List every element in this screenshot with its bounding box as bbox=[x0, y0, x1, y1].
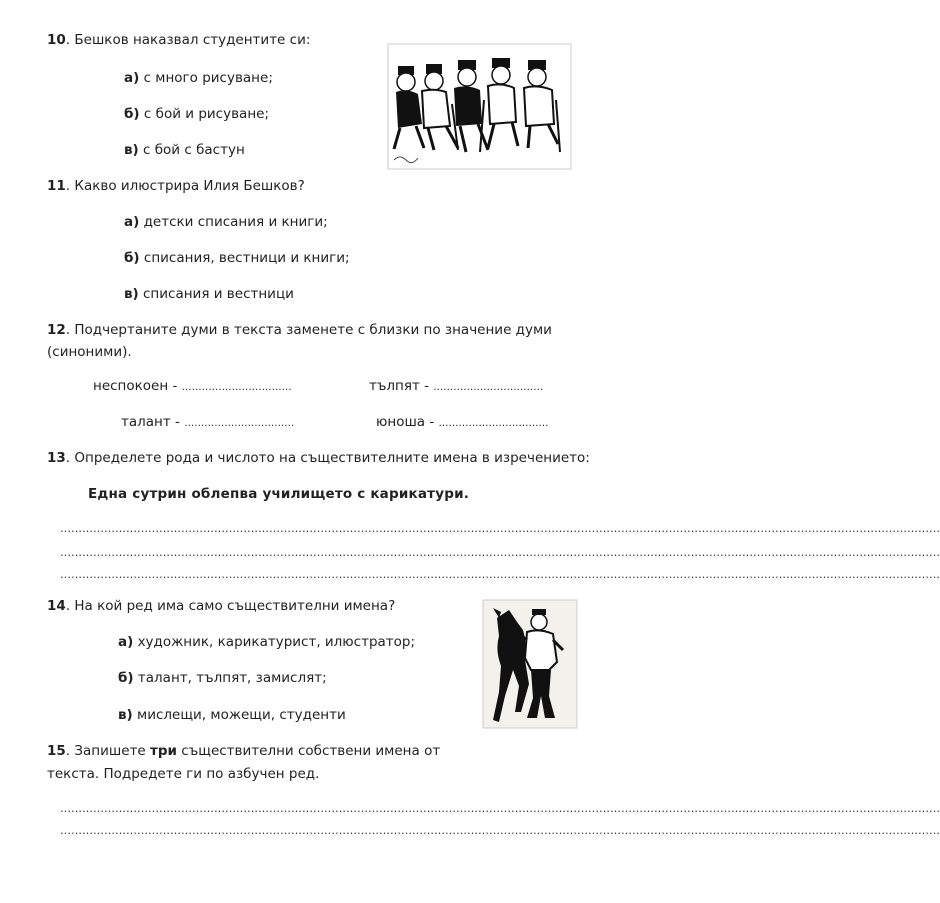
option-text: детски списания и книги; bbox=[139, 214, 328, 230]
question-number: 15 bbox=[47, 743, 66, 759]
question-number: 12 bbox=[47, 322, 66, 338]
answer-line[interactable]: …………………………………………………………………………………………………………………………………………………………………………………………………………………… bbox=[60, 546, 940, 559]
synonym-word: тълпят - bbox=[369, 378, 434, 394]
caricature-wrestling-drawing bbox=[483, 600, 577, 728]
synonym-word: неспокоен - bbox=[93, 378, 182, 394]
synonym-blank[interactable]: …………………………… bbox=[184, 418, 295, 429]
question-number: 14 bbox=[47, 598, 66, 614]
question-text: . Запишете bbox=[65, 743, 151, 759]
option-text: с бой с бастун bbox=[138, 142, 245, 158]
q10-option-a bbox=[124, 70, 273, 86]
caricature-group-drawing bbox=[388, 44, 571, 169]
analysis-sentence: Една сутрин облепва училището с карикатури. bbox=[88, 486, 470, 502]
q10-option-c bbox=[124, 142, 245, 158]
answer-line[interactable]: …………………………………………………………………………………………………………………………………………………………………………………………………………………… bbox=[60, 568, 940, 581]
question-15 bbox=[47, 743, 440, 759]
caricature-wrestling-image bbox=[483, 600, 577, 728]
question-11 bbox=[47, 178, 305, 194]
option-letter: б) bbox=[124, 106, 140, 122]
question-12-line2 bbox=[47, 344, 132, 360]
question-text: (синоними). bbox=[47, 344, 132, 360]
synonym-word: юноша - bbox=[376, 414, 439, 430]
answer-line[interactable]: …………………………………………………………………………………………………………………………………………………………………………………………………………………… bbox=[60, 824, 940, 837]
question-14 bbox=[47, 598, 395, 614]
option-text: талант, тълпят, замислят; bbox=[133, 670, 327, 686]
question-10 bbox=[47, 32, 310, 48]
synonym-blank[interactable]: …………………………… bbox=[433, 382, 544, 393]
option-text: списания, вестници и книги; bbox=[139, 250, 350, 266]
option-letter: в) bbox=[124, 142, 139, 158]
q10-option-b bbox=[124, 106, 269, 122]
option-text: с бой и рисуване; bbox=[139, 106, 269, 122]
option-text: мислещи, можещи, студенти bbox=[132, 707, 346, 723]
question-number: 11 bbox=[47, 178, 66, 194]
q11-option-c bbox=[124, 286, 294, 302]
option-letter: б) bbox=[118, 670, 134, 686]
question-text: . Определете рода и числото на съществителните имена в изречението: bbox=[65, 450, 590, 466]
answer-line[interactable]: …………………………………………………………………………………………………………………………………………………………………………………………………………………… bbox=[60, 802, 940, 815]
question-emphasis: три bbox=[150, 743, 177, 759]
q14-option-b bbox=[118, 670, 327, 686]
caricature-group-image bbox=[388, 44, 571, 169]
option-letter: а) bbox=[124, 214, 140, 230]
question-text: . Бешков наказвал студентите си: bbox=[65, 32, 311, 48]
option-letter: б) bbox=[124, 250, 140, 266]
question-13 bbox=[47, 450, 590, 466]
option-letter: в) bbox=[118, 707, 133, 723]
question-number: 13 bbox=[47, 450, 66, 466]
synonym-word: талант - bbox=[121, 414, 185, 430]
synonym-blank[interactable]: …………………………… bbox=[181, 382, 292, 393]
option-letter: а) bbox=[124, 70, 140, 86]
question-text: съществителни собствени имена от bbox=[176, 743, 441, 759]
question-number: 10 bbox=[47, 32, 66, 48]
option-letter: а) bbox=[118, 634, 134, 650]
question-12 bbox=[47, 322, 552, 338]
synonym-pair-3 bbox=[121, 414, 294, 430]
q14-option-a bbox=[118, 634, 415, 650]
option-text: списания и вестници bbox=[138, 286, 294, 302]
synonym-pair-1 bbox=[93, 378, 292, 394]
q14-option-c bbox=[118, 707, 346, 723]
answer-line[interactable]: …………………………………………………………………………………………………………………………………………………………………………………………………………………… bbox=[60, 522, 940, 535]
question-15-line2 bbox=[47, 766, 319, 782]
question-text: текста. Подредете ги по азбучен ред. bbox=[47, 766, 320, 782]
option-text: художник, карикатурист, илюстратор; bbox=[133, 634, 416, 650]
q11-option-a bbox=[124, 214, 328, 230]
question-text: . Подчертаните думи в текста заменете с близки по значение думи bbox=[65, 322, 552, 338]
question-text: . Какво илюстрира Илия Бешков? bbox=[65, 178, 305, 194]
option-text: с много рисуване; bbox=[139, 70, 273, 86]
question-text: . На кой ред има само съществителни имена? bbox=[65, 598, 396, 614]
option-letter: в) bbox=[124, 286, 139, 302]
synonym-blank[interactable]: …………………………… bbox=[438, 418, 549, 429]
synonym-pair-4 bbox=[376, 414, 549, 430]
q11-option-b bbox=[124, 250, 350, 266]
synonym-pair-2 bbox=[369, 378, 543, 394]
